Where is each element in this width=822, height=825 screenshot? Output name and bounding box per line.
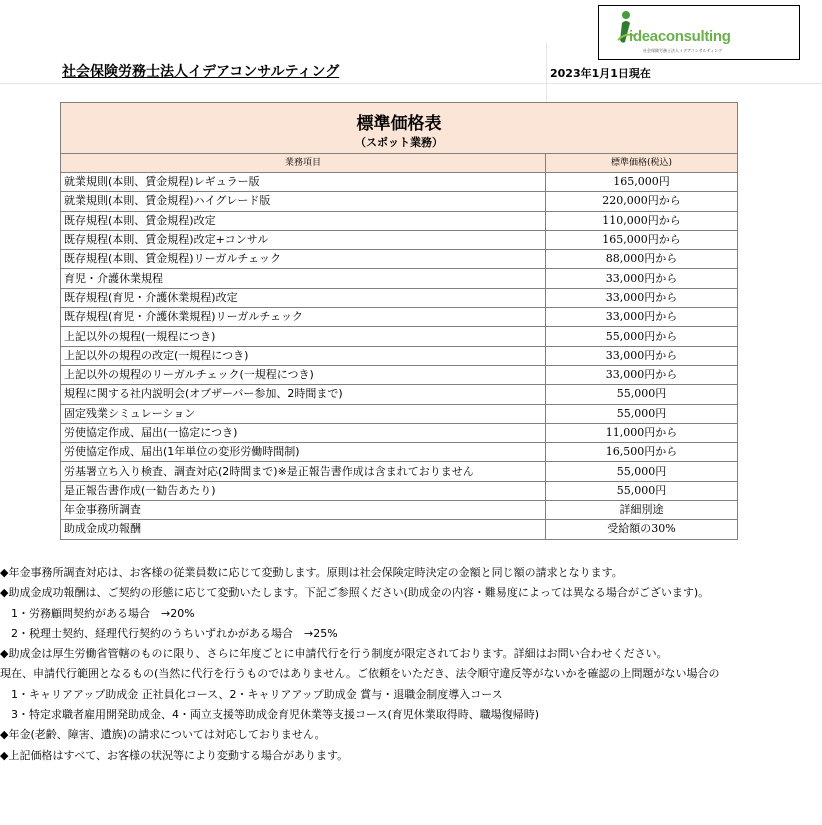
note-line: 3・特定求職者雇用開発助成金、4・両立支援等助成金育児休業等支援コース(育児休業取得時、職場復帰時) (0, 708, 540, 722)
table-title-row (61, 103, 738, 154)
price-cell: 33,000円から (546, 365, 738, 384)
table-row (61, 288, 738, 307)
service-item-cell: 労使協定作成、届出(一協定につき) (61, 423, 546, 442)
price-cell: 88,000円から (546, 250, 738, 269)
table-row (61, 443, 738, 462)
company-name: 社会保険労務士法人イデアコンサルティング (62, 64, 340, 80)
column-header-item: 業務項目 (61, 154, 546, 173)
effective-date: 2023年1月1日現在 (550, 67, 651, 80)
service-item-cell: 就業規則(本則、賃金規程)レギュラー版 (61, 173, 546, 192)
note-line: 現在、申請代行範囲となるもの(当然に代行を行うものではありません。ご依頼をいただき、法令順守違反等がないかを確認の上問題がない場合の (0, 667, 720, 681)
table-subtitle: （スポット業務） (355, 135, 443, 149)
table-row (61, 250, 738, 269)
table-row (61, 481, 738, 500)
service-item-cell: 育児・介護休業規程 (61, 269, 546, 288)
note-line: ◆上記価格はすべて、お客様の状況等により変動する場合があります。 (0, 748, 349, 762)
note-line: ◆年金事務所調査対応は、お客様の従業員数に応じて変動します。原則は社会保険定時決定の金額と同じ額の請求となります。 (0, 566, 623, 579)
table-row (61, 173, 738, 192)
table-row (61, 211, 738, 230)
price-cell: 詳細別途 (546, 501, 738, 520)
sheet-gridline (546, 42, 547, 102)
table-row (61, 385, 738, 404)
table-row (61, 308, 738, 327)
table-row (61, 462, 738, 481)
table-row (61, 346, 738, 365)
table-row (61, 365, 738, 384)
service-item-cell: 上記以外の規程のリーガルチェック(一規程につき) (61, 365, 546, 384)
table-row (61, 501, 738, 520)
price-cell: 55,000円から (546, 327, 738, 346)
price-cell: 55,000円 (546, 385, 738, 404)
price-cell: 11,000円から (546, 423, 738, 442)
column-header-price: 標準価格(税込) (546, 154, 738, 173)
service-item-cell: 既存規程(育児・介護休業規程)リーガルチェック (61, 308, 546, 327)
sheet-gridline (0, 83, 822, 84)
table-row (61, 230, 738, 249)
table-row (61, 327, 738, 346)
table-row (61, 192, 738, 211)
table-row (61, 520, 738, 539)
table-title: 標準価格表 (356, 113, 442, 134)
service-item-cell: 労使協定作成、届出(1年単位の変形労働時間制) (61, 443, 546, 462)
price-cell: 33,000円から (546, 346, 738, 365)
note-line: ◆年金(老齢、障害、遺族)の請求については対応しておりません。 (0, 728, 326, 742)
table-header-row (61, 154, 738, 173)
notes-section (0, 563, 822, 766)
price-cell: 55,000円 (546, 481, 738, 500)
logo-text: ideaconsulting (629, 28, 731, 45)
note-line: 1・労務顧問契約がある場合 →20% (0, 606, 195, 620)
service-item-cell: 既存規程(本則、賃金規程)改定+コンサル (61, 230, 546, 249)
price-cell: 55,000円 (546, 404, 738, 423)
price-cell: 220,000円から (546, 192, 738, 211)
table-row (61, 404, 738, 423)
service-item-cell: 助成金成功報酬 (61, 520, 546, 539)
service-item-cell: 是正報告書作成(一勧告あたり) (61, 481, 546, 500)
price-cell: 33,000円から (546, 308, 738, 327)
company-logo (598, 5, 800, 60)
price-cell: 33,000円から (546, 269, 738, 288)
note-line: ◆助成金成功報酬は、ご契約の形態に応じて変動いたします。下記ご参照ください(助成金の内容・難易度によっては異なる場合がございます)。 (0, 586, 710, 600)
service-item-cell: 上記以外の規程の改定(一規程につき) (61, 346, 546, 365)
service-item-cell: 労基署立ち入り検査、調査対応(2時間まで)※是正報告書作成は含まれておりません (61, 462, 546, 481)
service-item-cell: 既存規程(本則、賃金規程)リーガルチェック (61, 250, 546, 269)
service-item-cell: 既存規程(育児・介護休業規程)改定 (61, 288, 546, 307)
service-item-cell: 上記以外の規程(一規程につき) (61, 327, 546, 346)
price-cell: 110,000円から (546, 211, 738, 230)
note-line: 2・税理士契約、経理代行契約のうちいずれかがある場合 →25% (0, 626, 338, 640)
price-cell: 165,000円から (546, 230, 738, 249)
service-item-cell: 既存規程(本則、賃金規程)改定 (61, 211, 546, 230)
price-table (60, 102, 738, 540)
price-cell: 33,000円から (546, 288, 738, 307)
table-title-cell (61, 103, 738, 154)
table-row (61, 269, 738, 288)
note-line: 1・キャリアアップ助成金 正社員化コース、2・キャリアアップ助成金 賞与・退職金制度導入コース (0, 687, 503, 701)
service-item-cell: 固定残業シミュレーション (61, 404, 546, 423)
price-cell: 55,000円 (546, 462, 738, 481)
service-item-cell: 就業規則(本則、賃金規程)ハイグレード版 (61, 192, 546, 211)
price-cell: 16,500円から (546, 443, 738, 462)
price-cell: 受給額の30% (546, 520, 738, 539)
price-cell: 165,000円 (546, 173, 738, 192)
table-row (61, 423, 738, 442)
logo-subtext: 社会保険労務士法人イデアコンサルティング (643, 48, 723, 53)
service-item-cell: 年金事務所調査 (61, 501, 546, 520)
service-item-cell: 規程に関する社内説明会(オブザーバー参加、2時間まで) (61, 385, 546, 404)
note-line: ◆助成金は厚生労働省管轄のものに限り、さらに年度ごとに申請代行を行う制度が限定されております。詳細はお問い合わせください。 (0, 647, 668, 661)
